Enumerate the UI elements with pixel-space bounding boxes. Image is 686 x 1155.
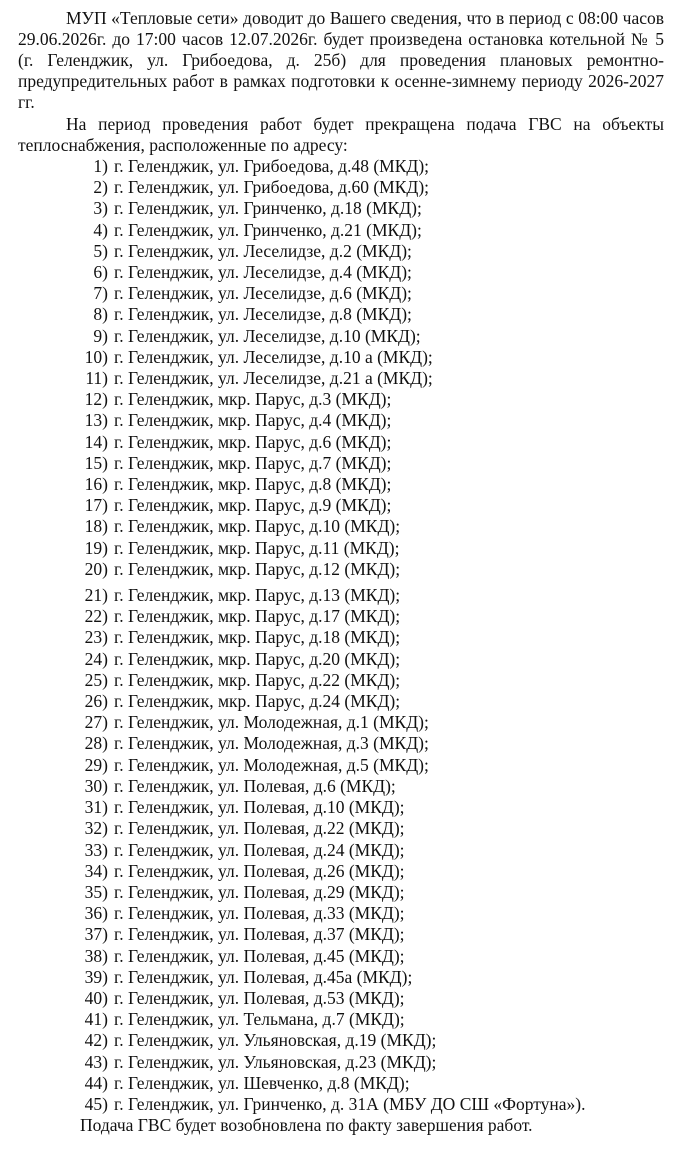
list-item xyxy=(80,903,664,924)
list-item xyxy=(80,156,664,177)
list-item-number: 35) xyxy=(84,881,108,902)
list-item xyxy=(80,670,664,691)
list-item-address: г. Геленджик, ул. Молодежная, д.1 (МКД); xyxy=(114,712,429,733)
list-item-address: г. Геленджик, ул. Леселидзе, д.10 (МКД); xyxy=(114,325,421,346)
list-item-number: 44) xyxy=(84,1072,108,1093)
list-item xyxy=(80,606,664,627)
list-item-address: г. Геленджик, ул. Полевая, д.45 (МКД); xyxy=(114,945,405,966)
list-item-number: 10) xyxy=(84,346,108,367)
list-item-number: 45) xyxy=(84,1093,108,1114)
list-item xyxy=(80,797,664,818)
list-item-address: г. Геленджик, ул. Грибоедова, д.60 (МКД); xyxy=(114,177,430,198)
list-item-address: г. Геленджик, ул. Леселидзе, д.4 (МКД); xyxy=(114,262,412,283)
list-item xyxy=(80,755,664,776)
list-item xyxy=(80,453,664,474)
list-item xyxy=(80,882,664,903)
list-item xyxy=(80,946,664,967)
list-item-number: 41) xyxy=(84,1009,108,1030)
list-item xyxy=(80,733,664,754)
list-item-address: г. Геленджик, ул. Леселидзе, д.6 (МКД); xyxy=(114,283,412,304)
list-item-number: 2) xyxy=(93,177,108,198)
list-item-address: г. Геленджик, мкр. Парус, д.18 (МКД); xyxy=(114,627,401,648)
list-item-number: 13) xyxy=(84,410,108,431)
list-item xyxy=(80,924,664,945)
list-item-address: г. Геленджик, ул. Полевая, д.29 (МКД); xyxy=(114,881,405,902)
list-item-address: г. Геленджик, ул. Шевченко, д.8 (МКД); xyxy=(114,1072,410,1093)
list-item-address: г. Геленджик, ул. Гринченко, д. 31А (МБУ ДО СШ «Фортуна»). xyxy=(114,1093,586,1114)
list-item-number: 31) xyxy=(84,797,108,818)
list-item-number: 22) xyxy=(84,606,108,627)
list-item xyxy=(80,516,664,537)
list-item-address: г. Геленджик, мкр. Парус, д.6 (МКД); xyxy=(114,431,392,452)
list-item-number: 38) xyxy=(84,945,108,966)
list-item-address: г. Геленджик, ул. Леселидзе, д.10 а (МКД); xyxy=(114,346,433,367)
list-item xyxy=(80,262,664,283)
list-item xyxy=(80,988,664,1009)
list-item-number: 40) xyxy=(84,987,108,1008)
list-item-number: 33) xyxy=(84,839,108,860)
list-item-number: 1) xyxy=(93,156,108,176)
list-item-number: 29) xyxy=(84,754,108,775)
list-item-number: 17) xyxy=(84,495,108,516)
list-item-address: г. Геленджик, ул. Полевая, д.26 (МКД); xyxy=(114,860,405,881)
list-item-number: 23) xyxy=(84,627,108,648)
list-item-address: г. Геленджик, мкр. Парус, д.3 (МКД); xyxy=(114,389,392,410)
list-item-address: г. Геленджик, мкр. Парус, д.22 (МКД); xyxy=(114,669,401,690)
list-item-address: г. Геленджик, ул. Леселидзе, д.21 а (МКД); xyxy=(114,368,433,389)
list-item-number: 32) xyxy=(84,818,108,839)
list-item-number: 20) xyxy=(84,558,108,579)
address-list xyxy=(18,156,664,1115)
list-item-address: г. Геленджик, ул. Полевая, д.33 (МКД); xyxy=(114,903,405,924)
list-item-number: 21) xyxy=(84,585,108,606)
list-item xyxy=(80,861,664,882)
list-item xyxy=(80,1073,664,1094)
list-item-address: г. Геленджик, ул. Полевая, д.22 (МКД); xyxy=(114,818,405,839)
list-item-number: 12) xyxy=(84,389,108,410)
closing-paragraph: Подача ГВС будет возобновлена по факту завершения работ. xyxy=(80,1115,533,1136)
list-item xyxy=(80,432,664,453)
list-item-address: г. Геленджик, ул. Молодежная, д.5 (МКД); xyxy=(114,754,429,775)
list-item xyxy=(80,818,664,839)
list-item-number: 9) xyxy=(93,325,108,346)
list-item xyxy=(80,177,664,198)
list-item-address: г. Геленджик, ул. Полевая, д.37 (МКД); xyxy=(114,924,405,945)
list-item xyxy=(80,368,664,389)
list-item-number: 26) xyxy=(84,691,108,712)
list-item xyxy=(80,495,664,516)
list-item-address: г. Геленджик, ул. Ульяновская, д.19 (МКД); xyxy=(114,1030,437,1051)
list-item-address: г. Геленджик, мкр. Парус, д.10 (МКД); xyxy=(114,516,401,537)
list-item-address: г. Геленджик, ул. Полевая, д.45а (МКД); xyxy=(114,966,413,987)
list-item-number: 5) xyxy=(93,240,108,261)
list-item-address: г. Геленджик, мкр. Парус, д.11 (МКД); xyxy=(114,537,400,558)
list-item xyxy=(80,559,664,580)
list-item xyxy=(80,304,664,325)
list-item-address: г. Геленджик, ул. Тельмана, д.7 (МКД); xyxy=(114,1009,405,1030)
list-item-address: г. Геленджик, ул. Полевая, д.24 (МКД); xyxy=(114,839,405,860)
list-item-address: г. Геленджик, ул. Полевая, д.10 (МКД); xyxy=(114,797,405,818)
list-item xyxy=(80,776,664,797)
list-item-number: 19) xyxy=(84,537,108,558)
list-item-number: 6) xyxy=(93,262,108,283)
list-item xyxy=(80,840,664,861)
list-item-number: 18) xyxy=(84,516,108,537)
list-item-address: г. Геленджик, ул. Полевая, д.6 (МКД); xyxy=(114,775,396,796)
list-item-number: 42) xyxy=(84,1030,108,1051)
list-item xyxy=(80,198,664,219)
list-item-address: г. Геленджик, мкр. Парус, д.24 (МКД); xyxy=(114,691,401,712)
list-item xyxy=(80,691,664,712)
list-item xyxy=(80,347,664,368)
list-item-number: 3) xyxy=(93,198,108,219)
list-item-address: г. Геленджик, ул. Ульяновская, д.23 (МКД); xyxy=(114,1051,437,1072)
list-item-number: 8) xyxy=(93,304,108,325)
list-item-address: г. Геленджик, ул. Грибоедова, д.48 (МКД); xyxy=(114,156,430,176)
list-item-address: г. Геленджик, мкр. Парус, д.4 (МКД); xyxy=(114,410,392,431)
list-item xyxy=(80,538,664,559)
list-item-address: г. Геленджик, мкр. Парус, д.13 (МКД); xyxy=(114,585,401,606)
list-item-address: г. Геленджик, мкр. Парус, д.20 (МКД); xyxy=(114,648,401,669)
list-item-address: г. Геленджик, ул. Молодежная, д.3 (МКД); xyxy=(114,733,429,754)
list-item xyxy=(80,410,664,431)
list-item-address: г. Геленджик, ул. Леселидзе, д.8 (МКД); xyxy=(114,304,412,325)
list-item-number: 36) xyxy=(84,903,108,924)
list-item-address: г. Геленджик, мкр. Парус, д.17 (МКД); xyxy=(114,606,401,627)
list-item xyxy=(80,585,664,606)
list-item-number: 16) xyxy=(84,474,108,495)
list-item-number: 39) xyxy=(84,966,108,987)
list-item-address: г. Геленджик, ул. Полевая, д.53 (МКД); xyxy=(114,987,405,1008)
list-item-number: 4) xyxy=(93,219,108,240)
list-item-address: г. Геленджик, мкр. Парус, д.9 (МКД); xyxy=(114,495,392,516)
list-item-number: 30) xyxy=(84,775,108,796)
list-item-number: 25) xyxy=(84,669,108,690)
list-item xyxy=(80,283,664,304)
list-item xyxy=(80,649,664,670)
list-item-number: 11) xyxy=(85,368,108,389)
list-item xyxy=(80,241,664,262)
list-item-address: г. Геленджик, ул. Гринченко, д.21 (МКД); xyxy=(114,219,422,240)
list-item-number: 14) xyxy=(84,431,108,452)
list-item-number: 7) xyxy=(93,283,108,304)
list-item xyxy=(80,389,664,410)
list-item-address: г. Геленджик, ул. Гринченко, д.18 (МКД); xyxy=(114,198,422,219)
list-item xyxy=(80,1094,664,1115)
list-item-number: 34) xyxy=(84,860,108,881)
list-item xyxy=(80,1009,664,1030)
list-item-number: 28) xyxy=(84,733,108,754)
list-item-number: 15) xyxy=(84,452,108,473)
list-item xyxy=(80,326,664,347)
list-item xyxy=(80,712,664,733)
list-item-address: г. Геленджик, мкр. Парус, д.8 (МКД); xyxy=(114,474,392,495)
notice-paragraph: На период проведения работ будет прекращена подача ГВС на объекты теплоснабжения, расположенные по адресу: xyxy=(18,114,664,155)
list-item-number: 24) xyxy=(84,648,108,669)
list-item-address: г. Геленджик, ул. Леселидзе, д.2 (МКД); xyxy=(114,240,412,261)
list-item xyxy=(80,474,664,495)
intro-paragraph: МУП «Тепловые сети» доводит до Вашего сведения, что в период с 08:00 часов 29.06.2026г. до 17:00 часов 12.07.2026г. будет произведена остановка котельной № 5 (г. Геленджик, ул. Грибоедова, д. 25б) для проведения плановых ремонтно-предупредительных работ в рамках подготовки к осенне-зимнему периоду 2026-2027 гг. xyxy=(18,8,664,112)
list-item xyxy=(80,967,664,988)
list-item xyxy=(80,1052,664,1073)
list-item-number: 27) xyxy=(84,712,108,733)
list-item xyxy=(80,627,664,648)
list-item-address: г. Геленджик, мкр. Парус, д.7 (МКД); xyxy=(114,452,392,473)
list-item xyxy=(80,1030,664,1051)
list-item-address: г. Геленджик, мкр. Парус, д.12 (МКД); xyxy=(114,558,401,579)
list-item-number: 43) xyxy=(84,1051,108,1072)
list-item-number: 37) xyxy=(84,924,108,945)
list-item xyxy=(80,220,664,241)
